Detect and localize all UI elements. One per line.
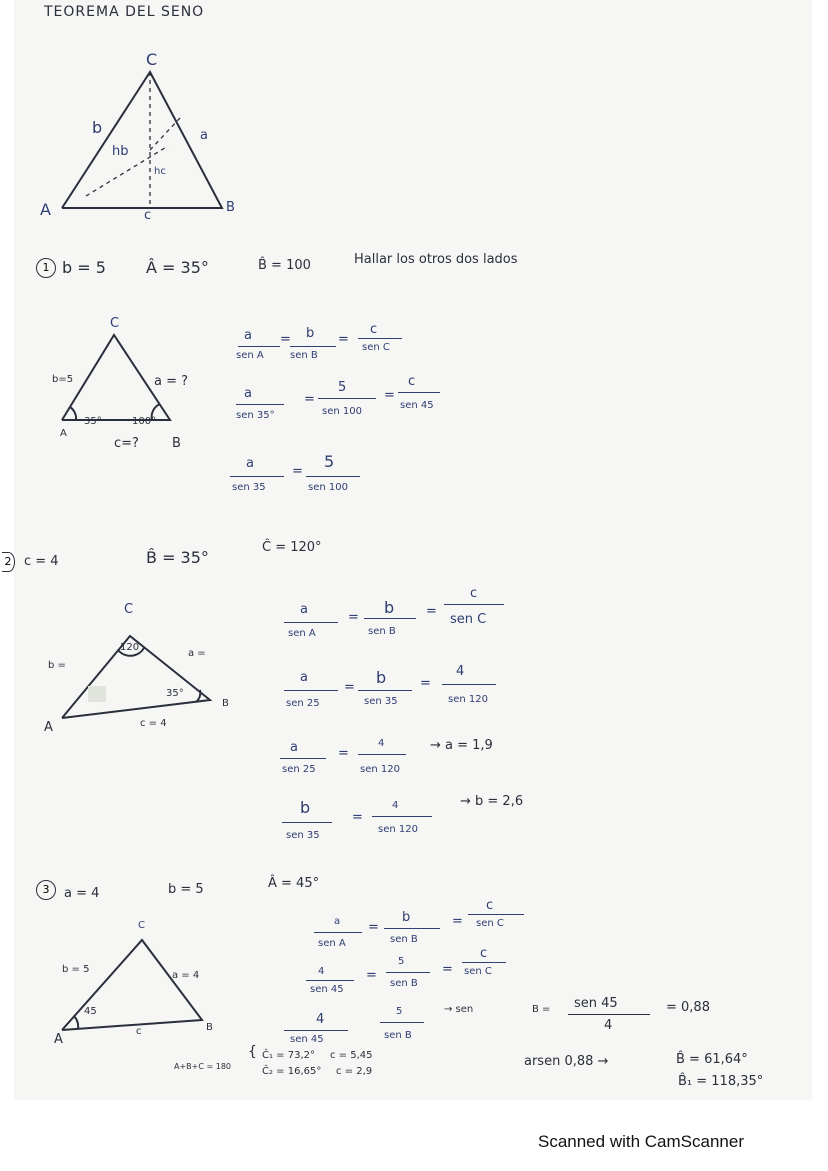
p2-eq1-d1: sen A — [288, 628, 316, 639]
p3-eq3-value: = 0,88 — [666, 1000, 710, 1015]
p3-angle-b1: B̂ = 61,64° — [676, 1052, 748, 1067]
problem2-given-angle-b: B̂ = 35° — [146, 548, 209, 567]
fig-side-c: c — [144, 208, 152, 223]
p2-tri-angle-c: 120 — [120, 642, 140, 653]
fig-vertex-b: B — [226, 200, 235, 215]
p3-eq3-n1: 4 — [316, 1012, 325, 1027]
scanner-watermark: Scanned with CamScanner — [537, 1132, 744, 1151]
fig-height-b: hb — [112, 144, 129, 159]
problem2-given-angle-c: Ĉ = 120° — [262, 540, 322, 555]
p1-eq1-d3: sen C — [362, 342, 390, 353]
p3-eq2-d2: sen B — [390, 978, 418, 989]
fig-side-b: b — [92, 118, 103, 137]
problem1-given-b: b = 5 — [62, 258, 106, 277]
p1-eq2-d1: sen 35° — [236, 410, 275, 421]
p1-eq2-d3: sen 45 — [400, 400, 434, 411]
p2-tri-angle-b: 35° — [166, 688, 184, 699]
p2-eq2-d3: sen 120 — [448, 694, 488, 705]
p3-eq1-d3: sen C — [476, 918, 504, 929]
p1-tri-vertex-b: B — [172, 436, 181, 451]
p3-angle-b2: B̂₁ = 118,35° — [678, 1074, 764, 1089]
p2-eq2-d1: sen 25 — [286, 698, 320, 709]
p2-eq1-d3: sen C — [450, 612, 487, 627]
p1-eq1-n1: a — [244, 328, 252, 343]
p3-eq3-frac-num: sen 45 — [574, 996, 618, 1011]
p1-eq1-n2: b — [306, 326, 315, 341]
p2-tri-vertex-b: B — [222, 698, 229, 709]
p2-tri-vertex-a: A — [44, 720, 53, 735]
p3-tri-vertex-b: B — [206, 1022, 213, 1033]
p2-tri-side-a: a = — [188, 648, 206, 659]
p3-eq2-n2: 5 — [398, 956, 405, 967]
p3-eq2-n1: 4 — [318, 966, 325, 977]
problem1-given-angle-a: Â = 35° — [146, 258, 209, 277]
p1-eq2-n2: 5 — [338, 380, 347, 395]
p1-tri-angle-a: 35° — [84, 416, 102, 427]
problem3-number: 3 — [36, 880, 56, 900]
p3-tri-side-c: c — [136, 1026, 142, 1037]
p3-tri-side-b: b = 5 — [62, 964, 90, 975]
p2-eq4-n2: 4 — [392, 800, 399, 811]
p2-result-a: → a = 1,9 — [430, 738, 493, 753]
p2-eq1-d2: sen B — [368, 626, 396, 637]
p2-result-b: → b = 2,6 — [460, 794, 524, 809]
p1-eq1-d2: sen B — [290, 350, 318, 361]
p3-eq3-frac-den: 4 — [604, 1018, 613, 1033]
p2-eq1-n3: c — [470, 586, 478, 601]
fig-vertex-c: C — [146, 50, 158, 69]
p3-sol-c1-angle: Ĉ₁ = 73,2° — [262, 1050, 315, 1061]
p2-eq2-d2: sen 35 — [364, 696, 398, 707]
p2-eq3-d2: sen 120 — [360, 764, 400, 775]
fig-height-c: hc — [154, 166, 166, 177]
p1-tri-side-a: a = ? — [154, 374, 189, 389]
problem3-given-angle-a: Â = 45° — [268, 876, 320, 891]
p2-tri-side-c: c = 4 — [140, 718, 167, 729]
p3-tri-vertex-a: A — [54, 1032, 63, 1047]
p1-tri-vertex-a: A — [60, 428, 67, 439]
p3-sol-c1-side: c = 5,45 — [330, 1050, 373, 1061]
problem2-number: 2 — [2, 552, 15, 572]
p1-eq2-n1: a — [244, 386, 252, 401]
p3-eq2-d1: sen 45 — [310, 984, 344, 995]
p2-eq1-n1: a — [300, 602, 308, 617]
p3-eq1-n3: c — [486, 898, 494, 913]
p3-eq3-arrow: → sen — [444, 1004, 474, 1015]
p2-eq4-d1: sen 35 — [286, 830, 320, 841]
problem1-statement: Hallar los otros dos lados — [354, 252, 518, 267]
fig-side-a: a — [200, 128, 208, 143]
p1-eq1-n3: c — [370, 322, 378, 337]
p2-eq3-d1: sen 25 — [282, 764, 316, 775]
p3-eq3-d2: sen B — [384, 1030, 412, 1041]
p1-tri-vertex-c: C — [110, 316, 120, 331]
p3-eq1-d2: sen B — [390, 934, 418, 945]
p1-tri-side-b: b=5 — [52, 374, 74, 385]
p2-eq4-d2: sen 120 — [378, 824, 418, 835]
p1-tri-angle-b: 100° — [132, 416, 157, 427]
p2-tri-vertex-c: C — [124, 602, 134, 617]
p3-tri-vertex-c: C — [138, 920, 145, 931]
p2-eq3-n1: a — [290, 740, 298, 755]
p3-eq3-n2: 5 — [396, 1006, 403, 1017]
p3-eq1-d1: sen A — [318, 938, 346, 949]
p1-eq2-n3: c — [408, 374, 416, 389]
problem3-given-a: a = 4 — [64, 886, 100, 901]
p1-eq2-d2: sen 100 — [322, 406, 362, 417]
p3-eq1-n1: a — [334, 916, 341, 927]
page-title: TEOREMA DEL SENO — [44, 4, 205, 20]
p3-eq1-n2: b — [402, 910, 411, 925]
p1-eq3-n2: 5 — [324, 452, 335, 471]
problem1-number: 1 — [36, 258, 56, 278]
p1-eq3-d1: sen 35 — [232, 482, 266, 493]
p3-eq2-n3: c — [480, 946, 488, 961]
p1-eq3-n1: a — [246, 456, 254, 471]
p1-eq1-d1: sen A — [236, 350, 264, 361]
p2-eq3-n2: 4 — [378, 738, 385, 749]
p1-eq3-d2: sen 100 — [308, 482, 348, 493]
p2-eq2-n3: 4 — [456, 664, 465, 679]
p3-tri-angle-a: 45 — [84, 1006, 97, 1017]
problem1-given-angle-b: B̂ = 100 — [258, 258, 311, 273]
problem2-given-c: c = 4 — [24, 554, 59, 569]
p3-eq3-d1: sen 45 — [290, 1034, 324, 1045]
p2-eq2-n1: a — [300, 670, 308, 685]
p2-eq1-n2: b — [384, 598, 395, 617]
p3-angle-sum: A+B+C = 180 — [174, 1062, 232, 1071]
p3-sol-c2-angle: Ĉ₂ = 16,65° — [262, 1066, 322, 1077]
p2-eq4-n1: b — [300, 798, 311, 817]
p3-eq3-lhs: B = — [532, 1004, 551, 1015]
problem3-given-b: b = 5 — [168, 882, 204, 897]
p2-eq2-n2: b — [376, 668, 387, 687]
p2-tri-side-b: b = — [48, 660, 66, 671]
fig-vertex-a: A — [40, 200, 51, 219]
p3-tri-side-a: a = 4 — [172, 970, 200, 981]
p1-tri-side-c: c=? — [114, 436, 139, 451]
p3-eq2-d3: sen C — [464, 966, 492, 977]
p3-sol-c2-side: c = 2,9 — [336, 1066, 373, 1077]
p3-arcsen: arsen 0,88 → — [524, 1054, 609, 1069]
